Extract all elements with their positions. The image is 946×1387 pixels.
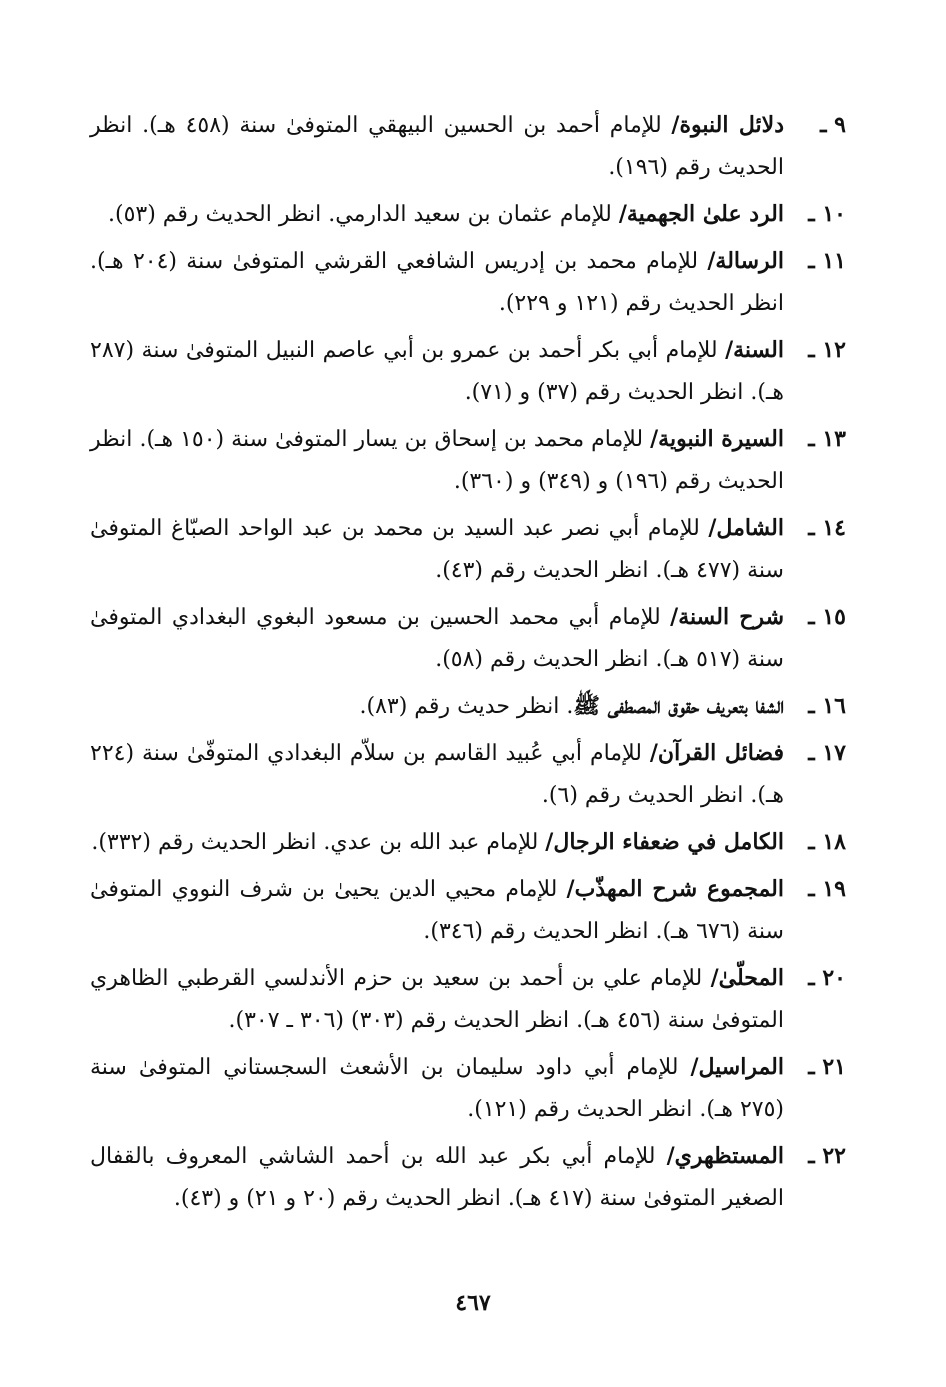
entry-body (90, 507, 784, 592)
entry-title: المجموع شرح المهذّب/ (566, 876, 784, 902)
entry-text: للإمام محمد بن إسحاق بن يسار المتوفىٰ سنة (١٥٠ هـ). انظر الحديث رقم (١٩٦) و (٣٤٩) و (٣٦٠). (90, 427, 784, 494)
entry-text: للإمام أبي عُبيد القاسم بن سلاّم البغدادي المتوفّىٰ سنة (٢٢٤ هـ). انظر الحديث رقم (٦). (90, 741, 784, 808)
entry-body (90, 868, 784, 953)
list-item (90, 418, 846, 503)
entry-number: ٩ ـ (820, 112, 846, 138)
entry-title: السيرة النبوية/ (650, 426, 784, 452)
entry-number: ١٨ ـ (808, 829, 846, 855)
entry-text: للإمام أبي بكر عبد الله بن أحمد الشاشي المعروف بالقفال الصغير المتوفىٰ سنة (٤١٧ هـ). انظر الحديث رقم (٢٠ و ٢١) و (٤٣). (90, 1144, 784, 1211)
list-item (90, 507, 846, 592)
entry-text: للإمام محيي الدين يحيىٰ بن شرف النووي المتوفىٰ سنة (٦٧٦ هـ). انظر الحديث رقم (٣٤٦). (90, 877, 784, 944)
entry-title: الشامل/ (708, 515, 784, 541)
list-item (90, 732, 846, 817)
entry-body (90, 1135, 784, 1220)
entry-text: للإمام أحمد بن الحسين البيهقي المتوفىٰ سنة (٤٥٨ هـ). انظر الحديث رقم (١٩٦). (90, 113, 784, 180)
entry-number: ٢٠ ـ (808, 965, 846, 991)
entry-body (90, 104, 784, 189)
entry-title: الكامل في ضعفاء الرجال/ (545, 829, 784, 855)
entry-number: ٢٢ ـ (808, 1143, 846, 1169)
entry-number: ١٩ ـ (808, 876, 846, 902)
entry-title: شرح السنة/ (670, 604, 785, 630)
list-item (90, 240, 846, 325)
entry-number: ١٦ ـ (808, 693, 846, 719)
reference-list (90, 104, 846, 1224)
entry-text: للإمام عثمان بن سعيد الدارمي. انظر الحديث رقم (٥٣). (107, 202, 619, 227)
entry-number: ١٢ ـ (808, 337, 846, 363)
list-item (90, 821, 846, 864)
entry-body (90, 596, 784, 681)
list-item (90, 868, 846, 953)
entry-title: الرد علىٰ الجهمية/ (618, 201, 784, 227)
entry-body (90, 1046, 784, 1131)
entry-text: للإمام أبي بكر أحمد بن عمرو بن أبي عاصم النبيل المتوفىٰ سنة (٢٨٧ هـ). انظر الحديث رقم (٣٧) و (٧١). (90, 338, 784, 405)
entry-number: ١١ ـ (808, 248, 846, 274)
entry-body (90, 957, 784, 1042)
list-item (90, 596, 846, 681)
entry-title: المحلّىٰ/ (710, 965, 784, 991)
entry-number: ٢١ ـ (808, 1054, 846, 1080)
page-number: ٤٦٧ (455, 1290, 491, 1316)
entry-body (90, 240, 784, 325)
entry-body (90, 193, 784, 236)
entry-number: ١٣ ـ (808, 426, 846, 452)
entry-title: الشفا بتعريف حقوق المصطفى ﷺ (573, 693, 784, 719)
entry-title: السنة/ (725, 337, 784, 363)
entry-number: ١٤ ـ (808, 515, 846, 541)
entry-title: دلائل النبوة/ (671, 112, 784, 138)
entry-text: للإمام عبد الله بن عدي. انظر الحديث رقم (٣٣٢). (91, 830, 546, 855)
entry-title: المراسيل/ (690, 1054, 784, 1080)
entry-title: فضائل القرآن/ (649, 740, 784, 766)
entry-text: للإمام علي بن أحمد بن سعيد بن حزم الأندلسي القرطبي الظاهري المتوفىٰ سنة (٤٥٦ هـ). انظر الحديث رقم (٣٠٣) (٣٠٦ ـ ٣٠٧). (90, 966, 784, 1033)
list-item (90, 957, 846, 1042)
list-item (90, 104, 846, 189)
entry-text: . انظر حديث رقم (٨٣). (359, 694, 574, 719)
entry-body (90, 821, 784, 864)
list-item (90, 329, 846, 414)
entry-number: ١٥ ـ (808, 604, 846, 630)
entry-number: ١٧ ـ (808, 740, 846, 766)
list-item (90, 1046, 846, 1131)
entry-text: للإمام أبي داود سليمان بن الأشعث السجستاني المتوفىٰ سنة (٢٧٥ هـ). انظر الحديث رقم (١٢١). (90, 1055, 784, 1122)
entry-body (90, 732, 784, 817)
entry-text: للإمام أبي محمد الحسين بن مسعود البغوي البغدادي المتوفىٰ سنة (٥١٧ هـ). انظر الحديث رقم (٥٨). (90, 605, 784, 672)
entry-body (90, 329, 784, 414)
list-item (90, 1135, 846, 1220)
entry-text: للإمام أبي نصر عبد السيد بن محمد بن عبد الواحد الصبّاغ المتوفىٰ سنة (٤٧٧ هـ). انظر الحديث رقم (٤٣). (90, 516, 784, 583)
list-item (90, 193, 846, 236)
entry-number: ١٠ ـ (808, 201, 846, 227)
entry-title: المستظهري/ (666, 1143, 784, 1169)
list-item (90, 685, 846, 728)
entry-text: للإمام محمد بن إدريس الشافعي القرشي المتوفىٰ سنة (٢٠٤ هـ). انظر الحديث رقم (١٢١ و ٢٢٩). (90, 249, 784, 316)
entry-title: الرسالة/ (707, 248, 784, 274)
entry-body (90, 685, 784, 728)
entry-body (90, 418, 784, 503)
